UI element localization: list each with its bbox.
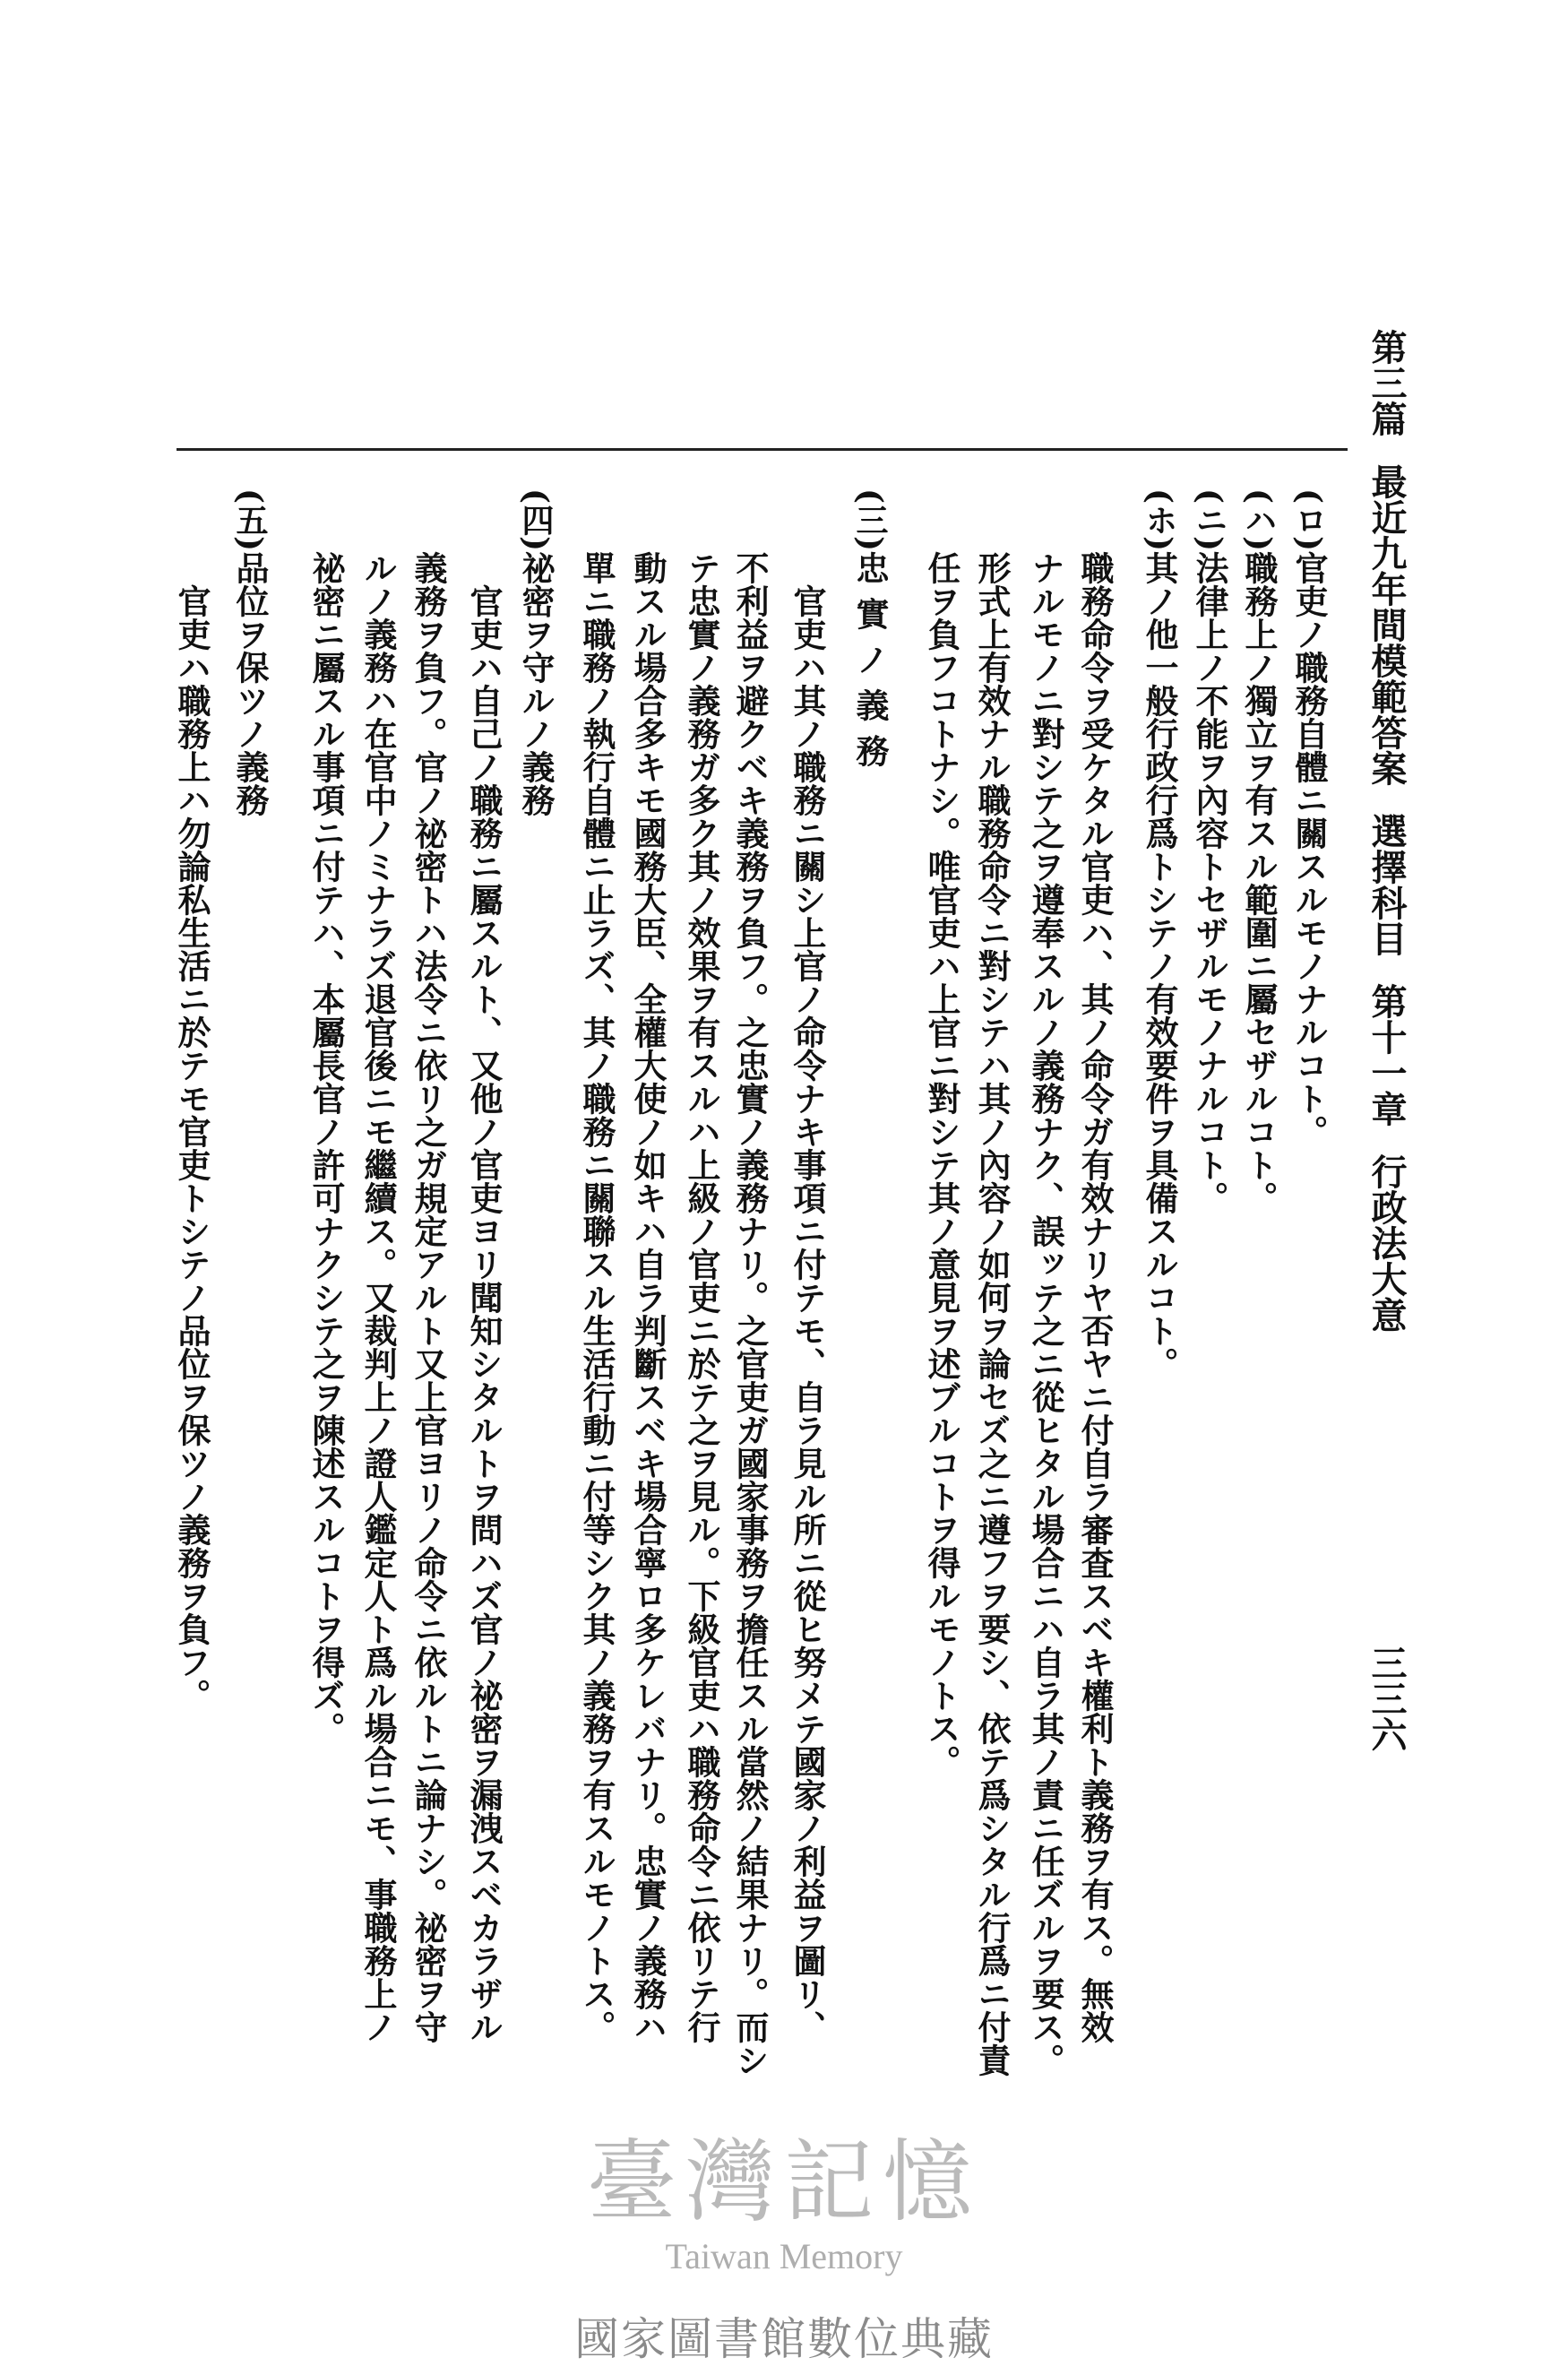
header-part: 第三篇 (1366, 329, 1408, 436)
header-category: 選擇科目 (1366, 813, 1408, 956)
paragraph-line: 官吏ハ職務上ハ勿論私生活ニ於テモ官吏トシテノ品位ヲ保ツノ義務ヲ負フ。 (172, 584, 211, 1712)
section-title: 祕密ヲ守ルノ義務 (516, 551, 556, 816)
paragraph-line: テ忠實ノ義務ガ多ク其ノ效果ヲ有スルハ上級ノ官吏ニ於テ之ヲ見ル。下級官吏ハ職務命令ニ依リテ行 (682, 551, 721, 2043)
header-book: 最近九年間模範答案 (1366, 463, 1408, 786)
item-label: (ロ) (1290, 488, 1328, 552)
section-label: (五) (231, 488, 269, 552)
section-title: 忠實ノ義務 (850, 551, 890, 780)
paragraph-line: 官吏ハ自己ノ職務ニ屬スルト、又他ノ官吏ヨリ聞知シタルトヲ問ハズ官ノ祕密ヲ漏洩スベカラザル (464, 584, 504, 2043)
watermark-logo-en: Taiwan Memory (665, 2236, 903, 2276)
item-label: (ホ) (1141, 488, 1178, 552)
header-chapter-title: 行政法大意 (1366, 1153, 1408, 1333)
item-text: 職務上ノ獨立ヲ有スル範圍ニ屬セザルコト。 (1239, 551, 1279, 1214)
paragraph-line: 職務命令ヲ受ケタル官吏ハ、其ノ命令ガ有效ナリヤ否ヤニ付自ラ審査スベキ權利ト義務ヲ有ス。無效 (1075, 551, 1115, 2043)
footer-credit: 國家圖書館數位典藏 (574, 2313, 994, 2365)
paragraph-line: 義務ヲ負フ。官ノ祕密トハ法令ニ依リ之ガ規定アルト又上官ヨリノ命令ニ依ルトニ論ナシ。祕密ヲ守 (409, 551, 448, 2043)
item-text: 法律上ノ不能ヲ內容トセザルモノナルコト。 (1190, 551, 1229, 1214)
paragraph-line: ルノ義務ハ在官中ノミナラズ退官後ニモ繼續ス。又裁判上ノ證人鑑定人ト爲ル場合ニモ、事職務上ノ (358, 551, 398, 2043)
paragraph-line: 動スル場合多キモ國務大臣、全權大使ノ如キハ自ラ判斷スベキ場合寧ロ多ケレバナリ。忠實ノ義務ハ (628, 551, 668, 2043)
section-label: (四) (517, 488, 555, 552)
item-text: 其ノ他一般行政行爲トシテノ有效要件ヲ具備スルコト。 (1140, 551, 1179, 1380)
paragraph-line: 任ヲ負フコトナシ。唯官吏ハ上官ニ對シテ其ノ意見ヲ述ブルコトヲ得ルモノトス。 (922, 551, 961, 1778)
header-rule (177, 448, 1348, 451)
page-number: 三三六 (1366, 1645, 1408, 1752)
item-text: 官吏ノ職務自體ニ關スルモノナルコト。 (1289, 551, 1329, 1148)
section-label: (三) (851, 488, 889, 552)
item-label: (ハ) (1240, 488, 1278, 552)
paragraph-line: 不利益ヲ避クベキ義務ヲ負フ。之忠實ノ義務ナリ。之官吏ガ國家事務ヲ擔任スル當然ノ結果ナリ。而シ (730, 551, 770, 2077)
paragraph-line: 形式上有效ナル職務命令ニ對シテハ其ノ內容ノ如何ヲ論セズ之ニ遵フヲ要シ、依テ爲シタル行爲ニ付責 (972, 551, 1012, 2077)
paragraph-line: ナルモノニ對シテ之ヲ遵奉スルノ義務ナク、誤ッテ之ニ從ヒタル場合ニハ自ラ其ノ責ニ任ズルヲ要ス。 (1026, 551, 1065, 2077)
header-chapter: 第十一章 (1366, 983, 1408, 1127)
item-label: (ニ) (1191, 488, 1228, 552)
section-title: 品位ヲ保ツノ義務 (230, 551, 270, 816)
paragraph-line: 官吏ハ其ノ職務ニ關シ上官ノ命令ナキ事項ニ付テモ、自ラ見ル所ニ從ヒ努メテ國家ノ利益ヲ圖リ、 (788, 584, 827, 2043)
running-header (1366, 329, 1407, 1333)
watermark-logo: 臺灣記憶 (587, 2129, 981, 2234)
paragraph-line: 單ニ職務ノ執行自體ニ止ラズ、其ノ職務ニ關聯スル生活行動ニ付等シク其ノ義務ヲ有スルモノトス。 (577, 551, 616, 2043)
paragraph-line: 祕密ニ屬スル事項ニ付テハ、本屬長官ノ許可ナクシテ之ヲ陳述スルコトヲ得ズ。 (306, 551, 346, 1745)
